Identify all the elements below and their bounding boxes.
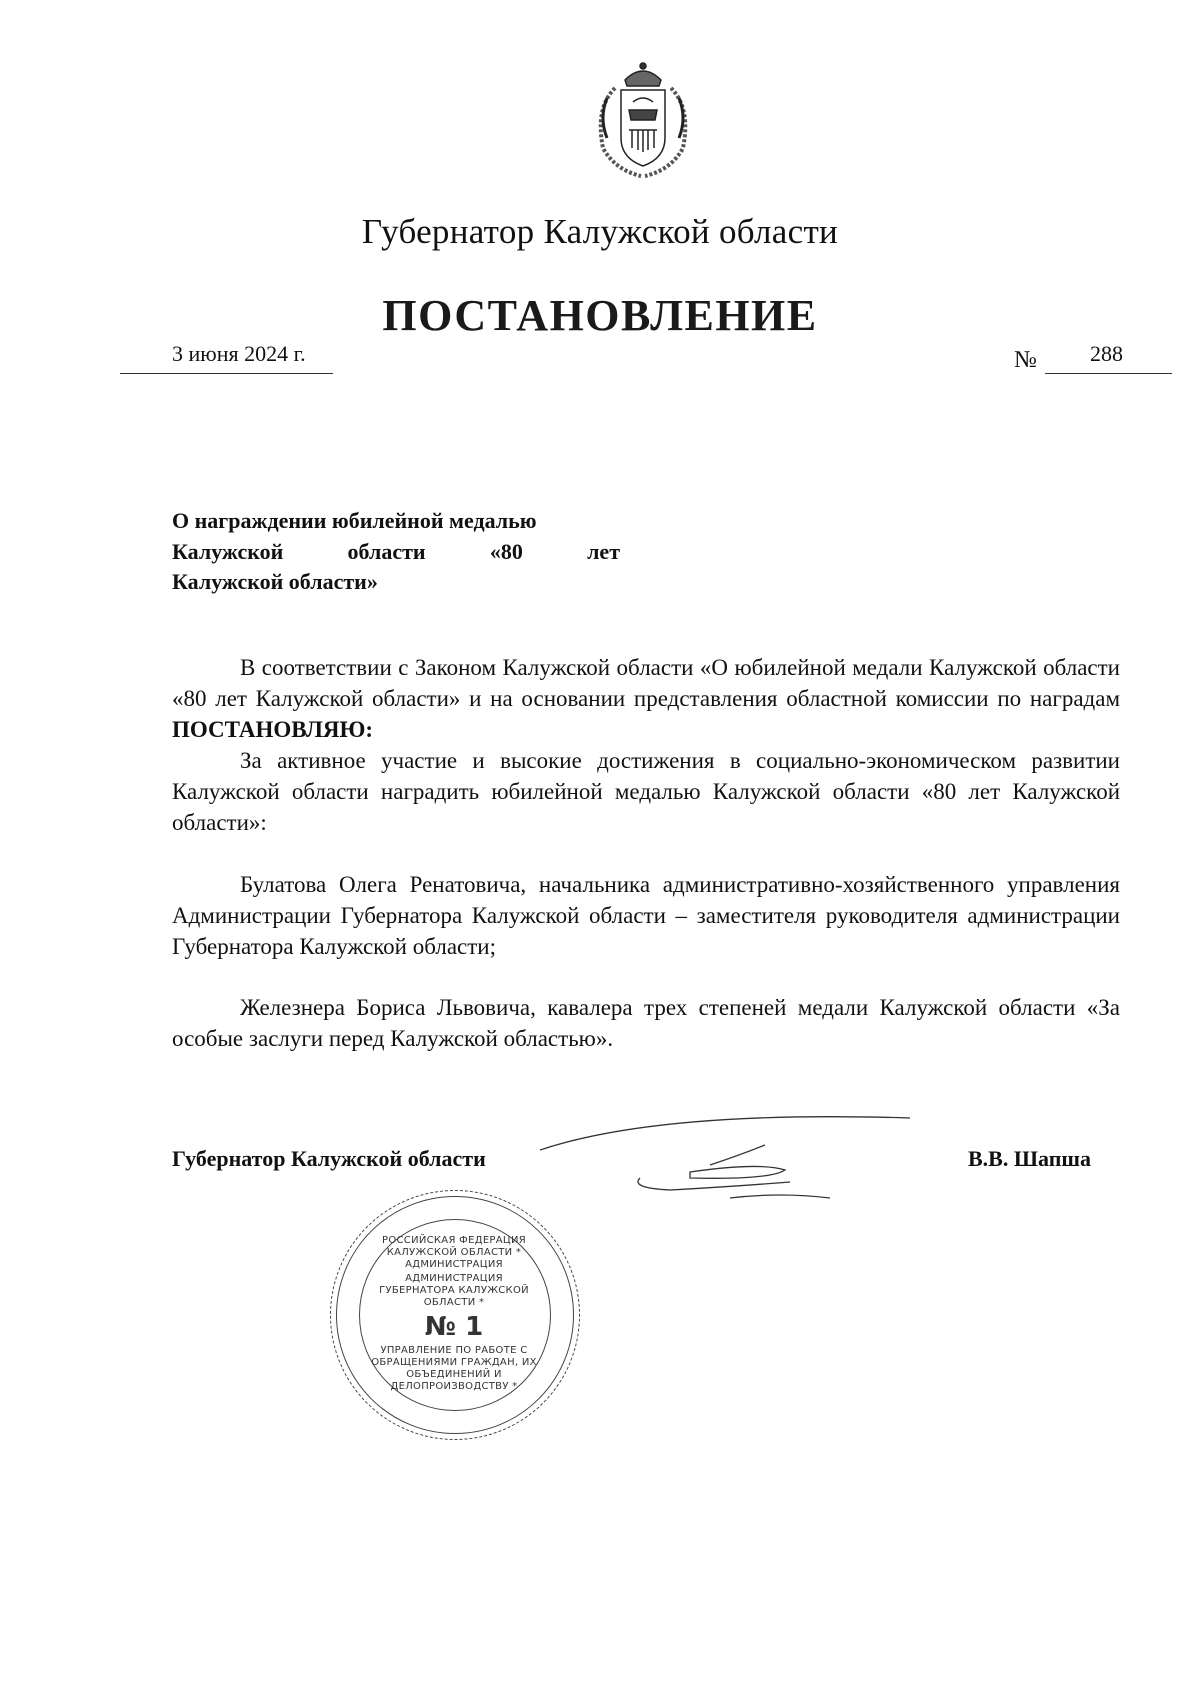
- subject-line: Калужской области «80 лет: [172, 538, 620, 564]
- stamp-content: [371, 1231, 537, 1397]
- preamble-paragraph: [172, 652, 1120, 838]
- document-type-title: ПОСТАНОВЛЕНИЕ: [382, 291, 818, 340]
- stamp-center-number: № 1: [424, 1312, 484, 1342]
- document-number: 288: [1090, 341, 1123, 366]
- number-underline: [1045, 373, 1172, 374]
- decree-word: ПОСТАНОВЛЯЮ:: [172, 717, 374, 742]
- preamble-basis: В соответствии с Законом Калужской области «О юбилейной медали Калужской области «80 лет Калужской области» и на основании представления областной комиссии по наградам: [172, 655, 1120, 711]
- preamble-text: [172, 652, 1120, 745]
- official-seal-stamp: [330, 1190, 580, 1440]
- issuing-authority: Губернатор Калужской области: [361, 212, 839, 251]
- signatory-title: Губернатор Калужской области: [172, 1146, 486, 1171]
- awardee-1: Булатова Олега Ренатовича, начальника административно-хозяйственного управления Администрации Губернатора Калужской области – заместителя руководителя администрации Губернатора Калужской области;: [172, 872, 1120, 959]
- document-subject: [172, 506, 620, 598]
- awardee-2: Железнера Бориса Львовича, кавалера трех степеней медали Калужской области «За особые заслуги перед Калужской областью».: [172, 995, 1120, 1051]
- number-sign: №: [1014, 347, 1037, 373]
- stamp-inner-text: УПРАВЛЕНИЕ ПО РАБОТЕ С ОБРАЩЕНИЯМИ ГРАЖДАН, ИХ ОБЪЕДИНЕНИЙ И ДЕЛОПРОИЗВОДСТВУ *: [371, 1345, 537, 1392]
- handwritten-signature: [540, 1110, 920, 1220]
- document-date: 3 июня 2024 г.: [172, 341, 306, 366]
- stamp-outer-text: РОССИЙСКАЯ ФЕДЕРАЦИЯ КАЛУЖСКОЙ ОБЛАСТИ * АДМИНИСТРАЦИЯ: [382, 1235, 526, 1270]
- date-underline: [120, 373, 333, 374]
- signatory-name: В.В. Шапша: [968, 1146, 1091, 1171]
- stamp-middle-text: АДМИНИСТРАЦИЯ ГУБЕРНАТОРА КАЛУЖСКОЙ ОБЛАСТИ *: [379, 1273, 529, 1308]
- award-statement: За активное участие и высокие достижения в социально-экономическом развитии Калужской области наградить юбилейной медалью Калужской области «80 лет Калужской области»:: [172, 748, 1120, 835]
- subject-line: О награждении юбилейной медалью: [172, 508, 537, 533]
- subject-line: Калужской области»: [172, 569, 378, 594]
- coat-of-arms-emblem: [585, 58, 701, 182]
